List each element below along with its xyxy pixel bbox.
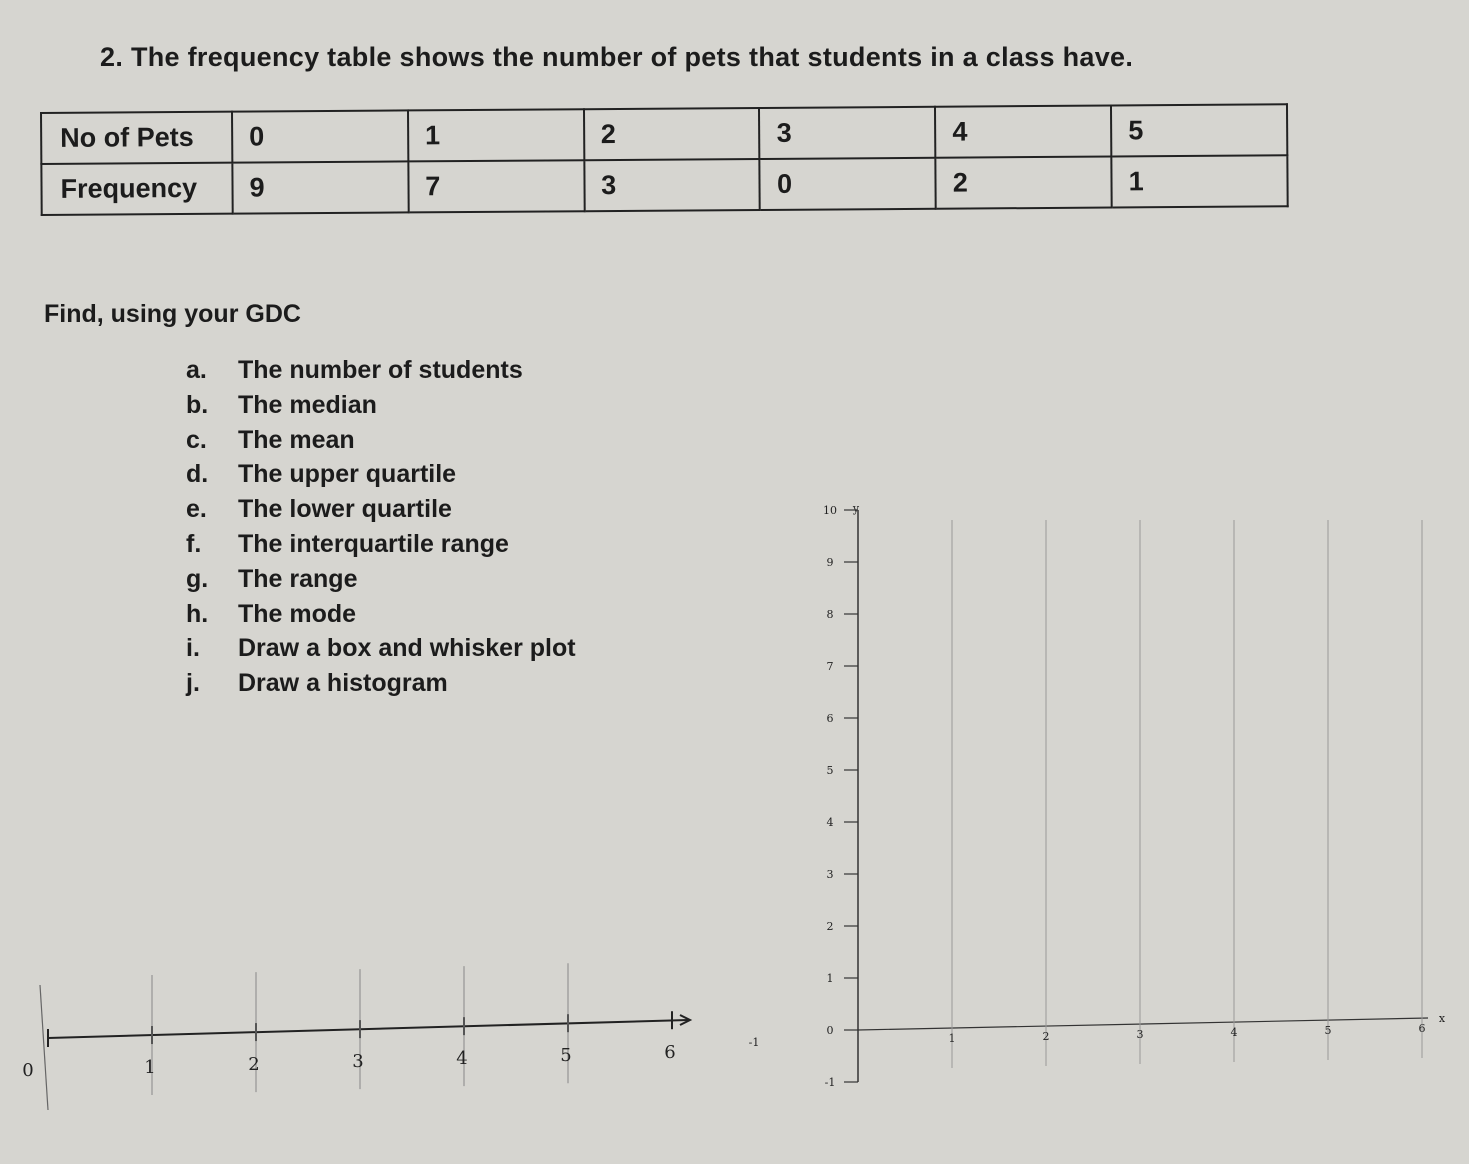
item-letter: a. [186, 356, 207, 384]
table-cell: 0 [232, 110, 408, 162]
table-cell: 3 [584, 159, 760, 211]
table-cell: 4 [935, 106, 1111, 158]
x-axis-tick-label: 2 [1042, 1030, 1050, 1043]
item-letter: h. [186, 599, 209, 628]
x-axis-tick-label: 4 [1230, 1026, 1238, 1039]
axis-tick-label: 1 [144, 1057, 156, 1079]
x-axis-tick-label: -1 [748, 1036, 760, 1049]
item-text: The number of students [238, 356, 523, 384]
item-letter: e. [186, 495, 207, 524]
item-letter: f. [186, 529, 202, 558]
x-axis-tick-label: 5 [1324, 1024, 1332, 1037]
item-text: The upper quartile [238, 460, 457, 489]
number-line [48, 1020, 688, 1038]
item-letter: g. [186, 564, 209, 593]
item-text: The interquartile range [238, 529, 509, 558]
item-letter: d. [186, 460, 209, 489]
table-cell: 2 [936, 157, 1112, 209]
table-cell: 7 [408, 160, 584, 212]
y-axis-tick-label: 4 [826, 816, 834, 829]
table-cell: 3 [759, 107, 935, 159]
y-axis-tick-label: 6 [826, 712, 834, 725]
x-axis-tick-label: 6 [1418, 1022, 1426, 1035]
item-text: The range [238, 564, 358, 593]
item-text: Draw a histogram [238, 669, 448, 698]
item-letter: i. [186, 634, 200, 663]
table-cell: 0 [760, 158, 936, 210]
table-header-frequency: Frequency [41, 163, 232, 215]
axis-tick-label: 0 [22, 1060, 34, 1081]
table-cell: 5 [1111, 104, 1287, 156]
table-cell: 1 [408, 109, 584, 161]
axis-tick-label: 5 [560, 1045, 572, 1067]
y-axis-tick-label: 0 [826, 1024, 834, 1037]
question-number: 2. [100, 42, 124, 72]
y-axis-tick-label: -1 [824, 1076, 836, 1089]
table-cell: 1 [1111, 155, 1287, 207]
y-axis-tick-label: 3 [826, 868, 834, 881]
item-letter: c. [186, 425, 207, 454]
axis-tick-label: 2 [248, 1054, 260, 1076]
axis-tick-label: 4 [456, 1048, 468, 1070]
y-axis-tick-label: 1 [826, 972, 834, 985]
item-text: The lower quartile [238, 495, 452, 524]
item-text: The median [238, 390, 377, 419]
x-axis-tick-label: 3 [1136, 1028, 1144, 1041]
y-axis-label: y [852, 502, 860, 515]
x-axis-label: x [1438, 1012, 1446, 1025]
axis-tick-label: 6 [664, 1042, 676, 1064]
y-axis-tick-label: 10 [823, 504, 837, 517]
item-letter: j. [186, 669, 200, 698]
y-axis-tick-label: 2 [826, 920, 834, 933]
item-text: The mode [238, 599, 357, 628]
axis-tick-label: 3 [352, 1051, 364, 1073]
item-letter: b. [186, 390, 209, 419]
y-axis-tick-label: 7 [826, 660, 834, 673]
table-header-pets: No of Pets [41, 112, 232, 164]
x-axis-tick-label: 1 [948, 1032, 956, 1045]
item-text: The mean [238, 425, 355, 454]
instruction-text: Find, using your GDC [44, 300, 301, 328]
y-axis-tick-label: 5 [826, 764, 834, 777]
y-axis-tick-label: 8 [826, 608, 834, 621]
table-cell: 9 [232, 161, 408, 213]
question-text: The frequency table shows the number of pets that students in a class have. [130, 42, 1134, 72]
item-text: Draw a box and whisker plot [238, 634, 576, 663]
table-cell: 2 [584, 108, 760, 160]
guide-line [40, 985, 48, 1110]
y-axis-tick-label: 9 [826, 556, 834, 569]
